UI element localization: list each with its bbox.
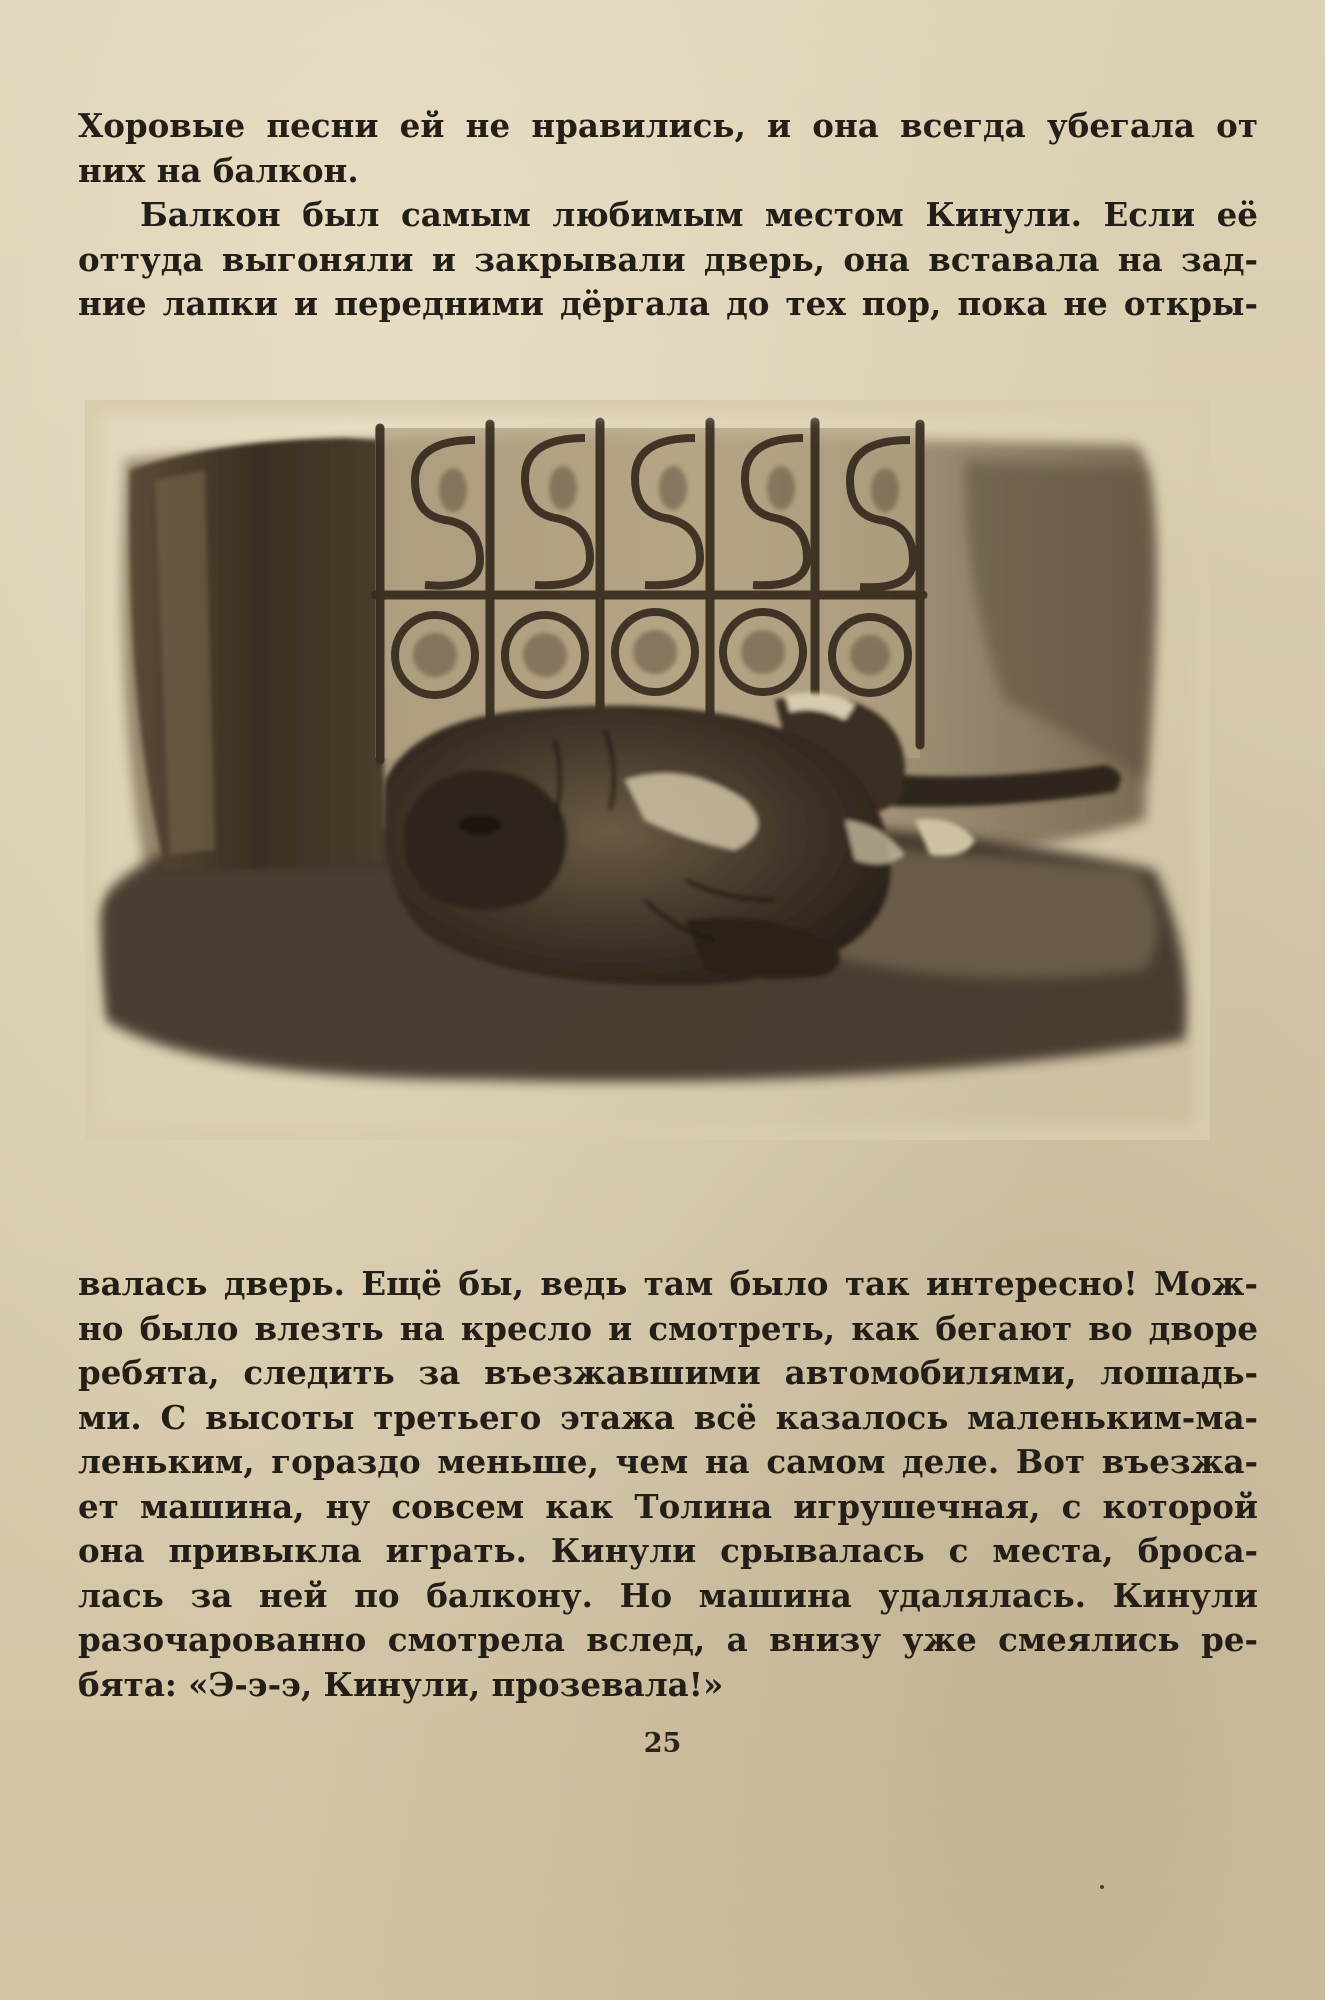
text-line: лась за ней по балкону. Но машина удалялась. Кинули — [78, 1575, 1258, 1615]
text-line: разочарованно смотрела вслед, а внизу уже смеялись ре- — [78, 1620, 1258, 1659]
text-line: ние лапки и передними дёргала до тех пор, пока не откры- — [78, 284, 1258, 323]
text-line: Хоровые песни ей не нравились, и она всегда убегала от — [78, 106, 1258, 145]
bottom-text-block — [78, 1262, 1258, 1707]
text-line: ребята, следить за въезжавшими автомобилями, лошадь- — [78, 1353, 1258, 1392]
text-line: но было влезть на кресло и смотреть, как бегают во дворе — [78, 1308, 1258, 1348]
cat-on-balcony-illustration — [85, 400, 1210, 1140]
text-line: она привыкла играть. Кинули срывалась с места, броса- — [78, 1531, 1258, 1570]
text-line: бята: «Э-э-э, Кинули, прозевала!» — [78, 1664, 724, 1704]
text-line: леньким, гораздо меньше, чем на самом деле. Вот въезжа- — [78, 1442, 1258, 1481]
page-number: 25 — [643, 1728, 682, 1759]
top-text-block — [78, 104, 1258, 327]
text-line: Балкон был самым любимым местом Кинули. Если её — [140, 195, 1258, 234]
text-line: оттуда выгоняли и закрывали дверь, она вставала на зад- — [78, 239, 1258, 279]
text-line: валась дверь. Ещё бы, ведь там было так интересно! Мож- — [78, 1264, 1258, 1303]
paper-speck — [1100, 1885, 1104, 1889]
text-line: ми. С высоты третьего этажа всё казалось маленьким-ма- — [78, 1397, 1258, 1437]
text-line: ет машина, ну совсем как Толина игрушечная, с которой — [78, 1486, 1258, 1526]
text-line: них на балкон. — [78, 150, 359, 190]
